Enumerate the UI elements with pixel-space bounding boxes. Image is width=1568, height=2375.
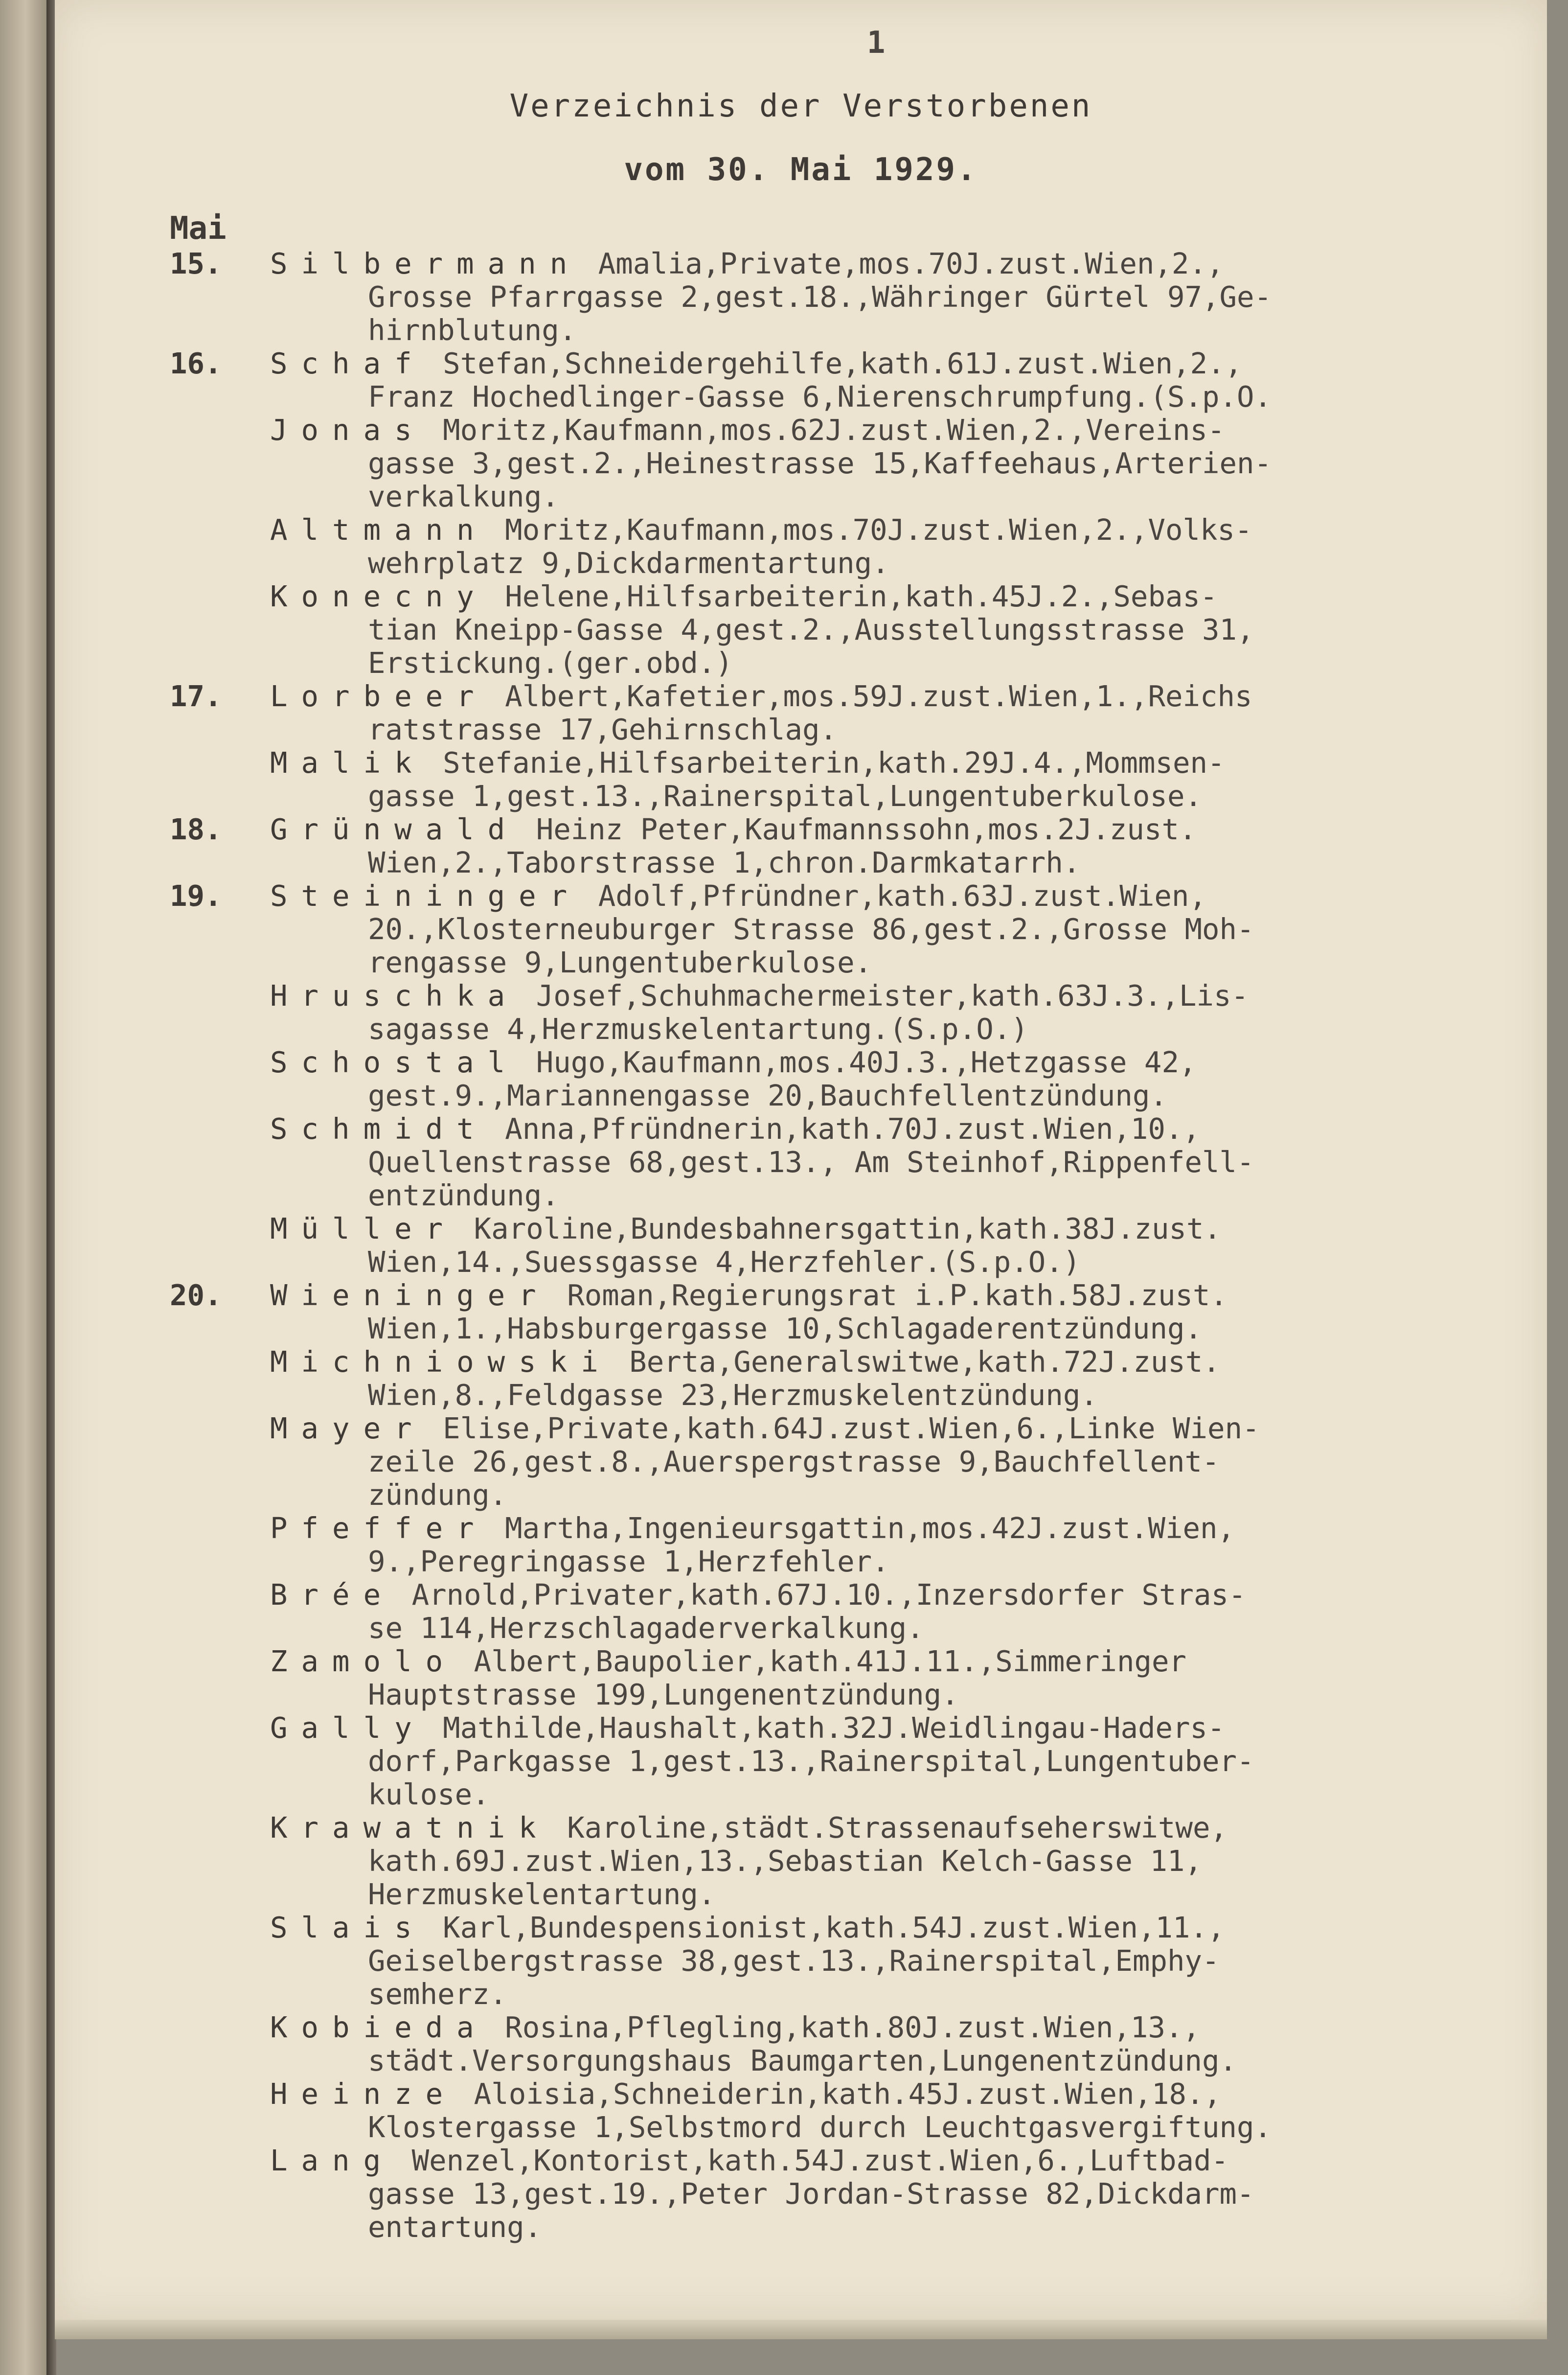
entry-day: 20. [170,1278,222,1312]
entry-line-text: Albert,Baupolier,kath.41J.11.,Simmeringer [456,1644,1187,1678]
entry-line-text: Karoline,städt.Strassenaufseherswitwe, [549,1811,1228,1845]
document-page [55,0,1547,2320]
entry-line [270,414,1532,447]
entry-line-text: Karl,Bundespensionist,kath.54J.zust.Wien,11., [425,1911,1225,1944]
entry-line-text: städt.Versorgungshaus Baumgarten,Lungenentzündung. [368,2044,1237,2077]
entry-line [270,480,1532,513]
entry-line [270,979,1532,1013]
entry-line [270,1745,1532,1778]
page-number: 1 [867,24,886,60]
entry-text [55,979,1532,1046]
register-entry [55,1412,1547,1512]
entry-line [270,2077,1532,2111]
entry-line [270,1245,1532,1279]
entry-line-text: Anna,Pfründnerin,kath.70J.zust.Wien,10., [487,1112,1201,1146]
entry-line [270,1013,1532,1046]
register-entry [55,680,1547,746]
entry-text [55,1911,1532,2011]
entry-line [270,2111,1532,2144]
entry-line [270,913,1532,946]
entry-line [270,746,1532,780]
entry-line-text: 20.,Klosterneuburger Strasse 86,gest.2.,Grosse Moh- [368,912,1254,946]
entry-line-text: semherz. [368,1977,507,2011]
entry-line-text: se 114,Herzschlagaderverkalkung. [368,1611,924,1645]
page-bottom-edge [55,2320,1547,2339]
entry-text [55,414,1532,513]
entry-line-text: Roman,Regierungsrat i.P.kath.58J.zust. [549,1278,1228,1312]
document-title: Verzeichnis der Verstorbenen [509,88,1092,124]
entry-surname: Jonas [270,413,426,447]
entry-line [270,1711,1532,1745]
document-date: vom 30. Mai 1929. [624,152,978,188]
death-register-list [55,247,1547,2244]
register-entry [55,1212,1547,1279]
entry-line [270,713,1532,746]
entry-line-text: Quellenstrasse 68,gest.13., Am Steinhof,Rippenfell- [368,1145,1254,1179]
entry-line-text: Wien,1.,Habsburgergasse 10,Schlagaderentzündung. [368,1312,1203,1345]
entry-line-text: verkalkung. [368,480,559,513]
entry-line [270,1312,1532,1345]
entry-line [270,2044,1532,2077]
entry-line-text: Albert,Kafetier,mos.59J.zust.Wien,1.,Reichs [487,679,1252,713]
entry-line-text: Hugo,Kaufmann,mos.40J.3.,Hetzgasse 42, [519,1045,1197,1079]
entry-line-text: Moritz,Kaufmann,mos.70J.zust.Wien,2.,Volks- [487,513,1252,547]
entry-surname: Schmidt [270,1112,488,1146]
facing-page-edge [0,0,46,2375]
register-entry [55,414,1547,513]
entry-line [270,1279,1532,1312]
entry-line [270,846,1532,879]
entry-text [55,247,1532,347]
entry-line-text: entzündung. [368,1178,559,1212]
entry-line-text: kath.69J.zust.Wien,13.,Sebastian Kelch-Gasse 11, [368,1844,1203,1878]
entry-text [55,580,1532,680]
entry-line-text: zündung. [368,1478,507,1512]
register-entry [55,979,1547,1046]
entry-surname: Krawatnik [270,1811,550,1845]
register-entry [55,1911,1547,2011]
entry-line [270,1512,1532,1545]
entry-line-text: Arnold,Privater,kath.67J.10.,Inzersdorfer Stras- [394,1578,1246,1612]
entry-text [55,2011,1532,2077]
entry-surname: Michniowski [270,1345,612,1379]
entry-surname: Schostal [270,1045,519,1079]
entry-line [270,1878,1532,1911]
entry-line-text: Martha,Ingenieursgattin,mos.42J.zust.Wien, [487,1511,1235,1545]
entry-text [55,680,1532,746]
entry-line [270,1112,1532,1146]
entry-line [270,580,1532,613]
entry-line-text: Elise,Private,kath.64J.zust.Wien,6.,Linke Wien- [425,1411,1260,1445]
entry-line [270,1645,1532,1678]
register-entry [55,879,1547,979]
entry-line [270,780,1532,813]
entry-line-text: Herzmuskelentartung. [368,1877,716,1911]
entry-line [270,1678,1532,1711]
entry-line-text: entartung. [368,2210,542,2244]
entry-line-text: Grosse Pfarrgasse 2,gest.18.,Währinger Gürtel 97,Ge- [368,280,1272,314]
entry-line-text: rengasse 9,Lungentuberkulose. [368,945,872,979]
entry-line-text: Berta,Generalswitwe,kath.72J.zust. [612,1345,1220,1379]
entry-surname: Lang [270,2144,395,2177]
entry-line [270,1612,1532,1645]
entry-line [270,879,1532,913]
register-entry [55,347,1547,414]
entry-line-text: Stefan,Schneidergehilfe,kath.61J.zust.Wien,2., [425,346,1243,380]
entry-line-text: Helene,Hilfsarbeiterin,kath.45J.2.,Sebas- [487,579,1218,613]
register-entry [55,247,1547,347]
entry-line-text: Heinz Peter,Kaufmannssohn,mos.2J.zust. [519,812,1197,846]
entry-line [270,1978,1532,2011]
entry-surname: Brée [270,1578,395,1612]
entry-line-text: Franz Hochedlinger-Gasse 6,Nierenschrumpfung.(S.p.O. [368,380,1272,414]
entry-text [55,1279,1532,1345]
entry-line [270,1146,1532,1179]
entry-line-text: Rosina,Pflegling,kath.80J.zust.Wien,13., [487,2010,1201,2044]
entry-line-text: Erstickung.(ger.obd.) [368,646,733,680]
entry-line [270,314,1532,347]
entry-text [55,1046,1532,1112]
entry-line [270,2177,1532,2211]
entry-line-text: Wien,14.,Suessgasse 4,Herzfehler.(S.p.O.) [368,1245,1081,1279]
entry-line-text: Hauptstrasse 199,Lungenentzündung. [368,1678,959,1711]
entry-surname: Malik [270,746,426,780]
entry-text [55,1345,1532,1412]
entry-day: 19. [170,879,222,913]
entry-line [270,946,1532,979]
entry-line-text: dorf,Parkgasse 1,gest.13.,Rainerspital,Lungentuber- [368,1744,1254,1778]
entry-surname: Silbermann [270,247,581,280]
entry-line-text: Karoline,Bundesbahnersgattin,kath.38J.zust. [456,1212,1222,1245]
register-entry [55,746,1547,813]
entry-surname: Steininger [270,879,581,913]
entry-line-text: Klostergasse 1,Selbstmord durch Leuchtgasvergiftung. [368,2110,1272,2144]
entry-surname: Müller [270,1212,457,1245]
entry-day: 16. [170,346,222,380]
register-entry [55,1279,1547,1345]
entry-line-text: Wenzel,Kontorist,kath.54J.zust.Wien,6.,Luftbad- [394,2144,1229,2177]
entry-text [55,2144,1532,2244]
entry-line [270,1345,1532,1379]
entry-line [270,347,1532,380]
entry-line-text: sagasse 4,Herzmuskelentartung.(S.p.O.) [368,1012,1028,1046]
entry-text [55,1578,1532,1645]
entry-line [270,1778,1532,1811]
register-entry [55,1345,1547,1412]
entry-line [270,1412,1532,1445]
entry-line-text: hirnblutung. [368,313,577,347]
entry-line [270,447,1532,480]
entry-line [270,1944,1532,1978]
entry-line [270,547,1532,580]
month-label: Mai [170,210,227,247]
entry-surname: Mayer [270,1411,426,1445]
entry-surname: Schaf [270,346,426,380]
entry-line-text: ratstrasse 17,Gehirnschlag. [368,713,838,746]
entry-line-text: kulose. [368,1777,490,1811]
entry-line-text: Aloisia,Schneiderin,kath.45J.zust.Wien,18., [456,2077,1222,2111]
entry-text [55,879,1532,979]
entry-text [55,746,1532,813]
entry-line-text: gasse 3,gest.2.,Heinestrasse 15,Kaffeehaus,Arterien- [368,446,1272,480]
entry-line [270,1845,1532,1878]
register-entry [55,813,1547,879]
entry-line-text: Josef,Schuhmachermeister,kath.63J.3.,Lis- [519,979,1249,1013]
entry-text [55,1112,1532,1212]
entry-line [270,2011,1532,2044]
entry-line-text: wehrplatz 9,Dickdarmentartung. [368,546,889,580]
entry-line-text: gest.9.,Mariannengasse 20,Bauchfellentzündung. [368,1079,1167,1112]
entry-line [270,680,1532,713]
entry-text [55,1645,1532,1711]
entry-day: 18. [170,812,222,846]
entry-line [270,2211,1532,2244]
entry-line [270,1179,1532,1212]
register-entry [55,580,1547,680]
entry-line [270,513,1532,547]
entry-text [55,1412,1532,1512]
entry-line-text: Amalia,Private,mos.70J.zust.Wien,2., [581,247,1224,280]
entry-surname: Gally [270,1711,426,1745]
entry-surname: Pfeffer [270,1511,488,1545]
entry-line [270,646,1532,680]
entry-line-text: gasse 13,gest.19.,Peter Jordan-Strasse 82,Dickdarm- [368,2177,1254,2211]
entry-surname: Altmann [270,513,488,547]
register-entry [55,1578,1547,1645]
register-entry [55,1112,1547,1212]
entry-line [270,1911,1532,1944]
entry-line [270,1545,1532,1578]
entry-line-text: Mathilde,Haushalt,kath.32J.Weidlingau-Haders- [425,1711,1225,1745]
entry-surname: Konecny [270,579,488,613]
register-entry [55,2011,1547,2077]
entry-line [270,813,1532,846]
register-entry [55,1512,1547,1578]
entry-line [270,1811,1532,1845]
entry-text [55,1212,1532,1279]
entry-text [55,1811,1532,1911]
entry-text [55,1711,1532,1811]
entry-line-text: 9.,Peregringasse 1,Herzfehler. [368,1545,889,1578]
entry-line [270,1445,1532,1478]
register-entry [55,1645,1547,1711]
entry-line [270,1046,1532,1079]
entry-line-text: zeile 26,gest.8.,Auerspergstrasse 9,Bauchfellent- [368,1445,1220,1478]
entry-line [270,1212,1532,1245]
register-entry [55,513,1547,580]
entry-line [270,1379,1532,1412]
entry-line-text: Wien,8.,Feldgasse 23,Herzmuskelentzündung. [368,1378,1098,1412]
entry-line [270,380,1532,414]
entry-surname: Wieninger [270,1278,550,1312]
entry-surname: Kobieda [270,2010,488,2044]
entry-line [270,1079,1532,1112]
entry-text [55,2077,1532,2144]
entry-line-text: gasse 1,gest.13.,Rainerspital,Lungentuberkulose. [368,779,1203,813]
entry-line-text: Wien,2.,Taborstrasse 1,chron.Darmkatarrh. [368,846,1081,879]
entry-surname: Hruschka [270,979,519,1013]
register-entry [55,1811,1547,1911]
entry-day: 15. [170,247,222,280]
entry-surname: Heinze [270,2077,457,2111]
entry-text [55,347,1532,414]
entry-line [270,280,1532,314]
register-entry [55,1711,1547,1811]
entry-surname: Zamolo [270,1644,457,1678]
entry-day: 17. [170,679,222,713]
entry-line-text: Moritz,Kaufmann,mos.62J.zust.Wien,2.,Vereins- [425,413,1225,447]
entry-line-text: Geiselbergstrasse 38,gest.13.,Rainerspital,Emphy- [368,1944,1220,1978]
register-entry [55,2144,1547,2244]
entry-surname: Grünwald [270,812,519,846]
entry-line [270,613,1532,646]
entry-text [55,813,1532,879]
entry-surname: Lorbeer [270,679,488,713]
register-entry [55,2077,1547,2144]
entry-text [55,513,1532,580]
entry-line-text: Stefanie,Hilfsarbeiterin,kath.29J.4.,Mommsen- [425,746,1225,780]
register-entry [55,1046,1547,1112]
entry-text [55,1512,1532,1578]
entry-line-text: tian Kneipp-Gasse 4,gest.2.,Ausstellungsstrasse 31, [368,613,1254,646]
entry-line-text: Adolf,Pfründner,kath.63J.zust.Wien, [581,879,1206,913]
entry-line [270,1578,1532,1612]
entry-line [270,247,1532,280]
entry-line [270,2144,1532,2177]
entry-line [270,1478,1532,1512]
entry-surname: Slais [270,1911,426,1944]
